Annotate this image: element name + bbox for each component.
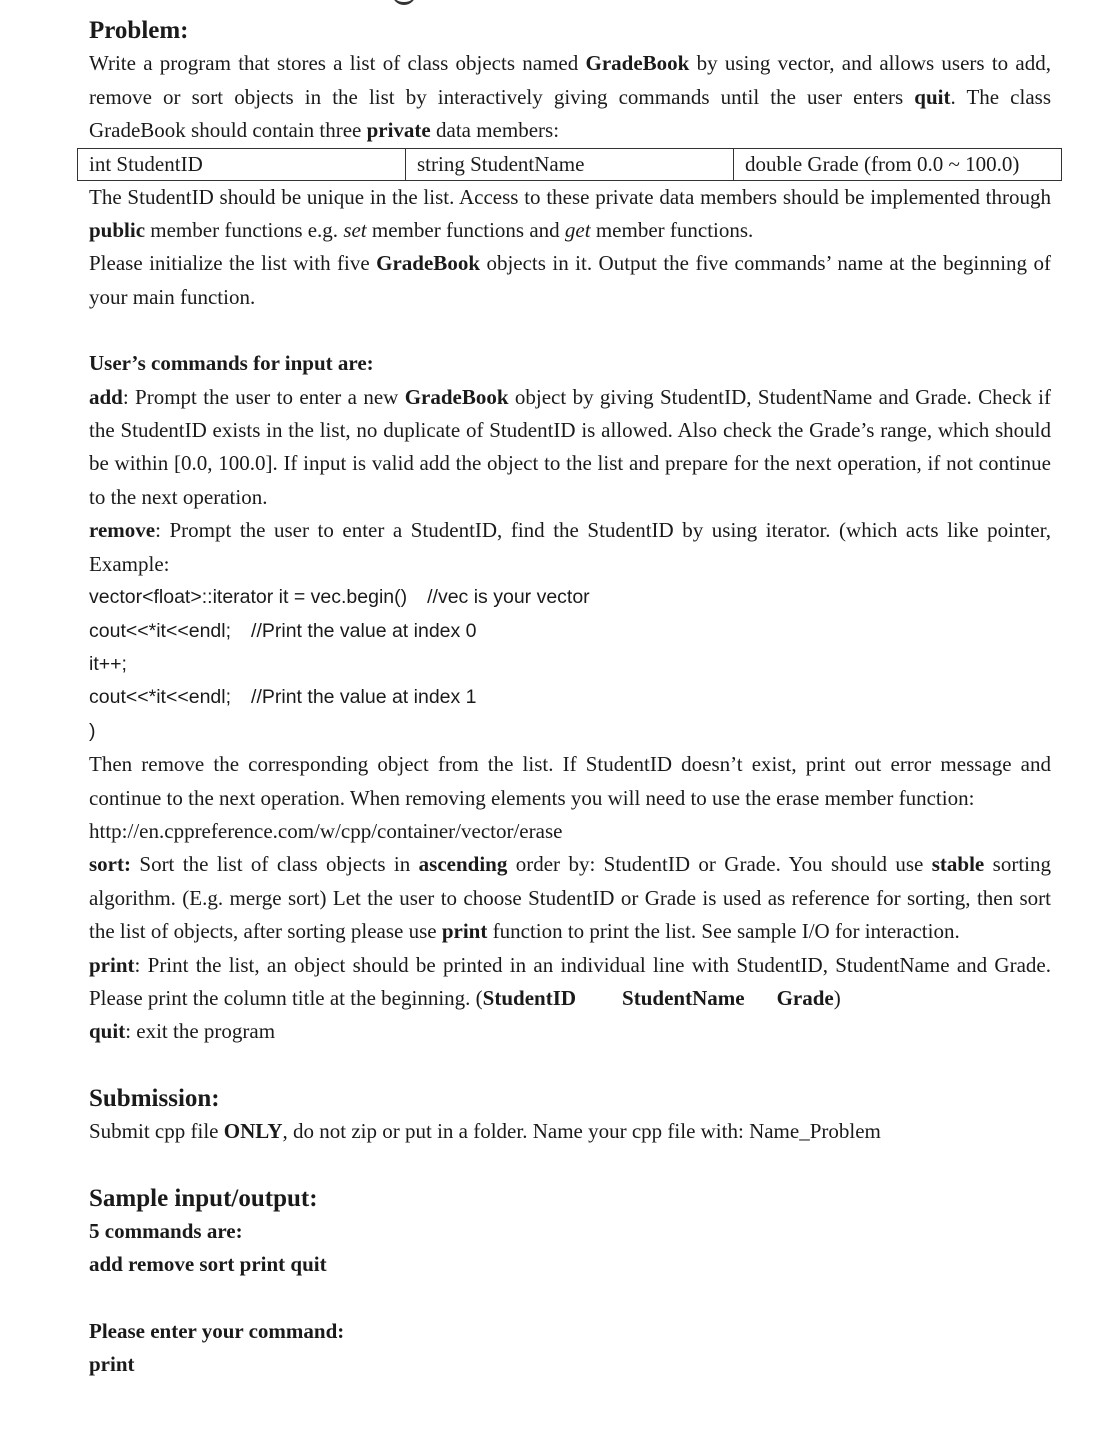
table-cell: string StudentName <box>406 148 734 180</box>
sample-line: Please enter your command: <box>89 1318 345 1343</box>
get-term: get <box>564 218 591 243</box>
sample-line: print <box>89 1352 135 1377</box>
code-text: vector<float>::iterator it = vec.begin() <box>89 586 408 609</box>
sample-heading: Sample input/output: <box>89 1184 318 1212</box>
problem-intro <box>89 47 1051 147</box>
text-run: . The class GradeBook should contain three <box>89 84 1051 143</box>
text-run: data members: <box>430 118 560 143</box>
sample-line: add remove sort print quit <box>89 1252 327 1277</box>
quit-command-name: quit <box>89 1019 126 1044</box>
text-run: The StudentID should be unique in the list. Access to these private data members should be implemented through <box>89 184 1051 209</box>
code-text: it++; <box>89 652 127 675</box>
print-command-paragraph <box>89 949 1051 1016</box>
text-run: : exit the program <box>125 1019 276 1044</box>
spacer <box>89 1149 1051 1182</box>
submission-paragraph <box>89 1115 1051 1148</box>
print-command-name: print <box>89 952 135 977</box>
text-run: ) <box>833 985 841 1010</box>
sort-command-paragraph <box>89 848 1051 948</box>
text-run: function to print the list. See sample I/O for interaction. <box>487 919 960 944</box>
code-line <box>89 681 1051 714</box>
text-run: : Prompt the user to enter a StudentID, find the StudentID by using iterator. (which acts like pointer, Example: <box>89 518 1051 576</box>
gradebook-term: GradeBook <box>585 51 690 76</box>
print-term: print <box>441 919 488 944</box>
gradebook-term: GradeBook <box>404 384 509 409</box>
text-run: : Prompt the user to enter a new <box>122 384 405 409</box>
column-title-studentname: StudentName <box>622 985 745 1010</box>
code-line <box>89 715 1051 748</box>
text-run: member functions. <box>590 218 754 243</box>
spacer <box>89 1282 1051 1315</box>
erase-reference-url <box>89 815 1051 848</box>
remove-command-paragraph <box>89 514 1051 581</box>
commands-heading: User’s commands for input are: <box>89 351 374 376</box>
text-run: objects in it. Output the five commands’ name at the beginning of your main function. <box>89 251 1051 309</box>
set-term: set <box>343 218 367 243</box>
column-title-grade: Grade <box>776 985 834 1010</box>
column-title-studentid: StudentID <box>482 985 577 1010</box>
text-run: object by giving StudentID, StudentName and Grade. Check if the StudentID exists in the list, no duplicate of StudentID is allowed. Also check the Grade’s range, which should be within [0.0, 100.0]. If input is valid add the object to the list and prepare for the next operation, if not continue to the next operation. <box>89 384 1051 509</box>
only-term: ONLY <box>223 1119 283 1144</box>
gradebook-term: GradeBook <box>376 251 480 276</box>
table-cell: int StudentID <box>78 148 406 180</box>
sample-line: 5 commands are: <box>89 1219 243 1243</box>
erase-reference-link[interactable]: http://en.cppreference.com/w/cpp/container/vector/erase <box>89 818 563 843</box>
add-command-paragraph <box>89 381 1051 515</box>
text-run: : Print the list, an object should be printed in an individual line with StudentID, StudentName and Grade. Please print the column title at the beginning. ( <box>89 952 1051 1010</box>
table-row <box>78 148 1062 180</box>
code-comment: //Print the value at index 1 <box>251 686 477 709</box>
private-term: private <box>366 118 431 143</box>
text-run: Sort the list of class objects in <box>130 852 419 877</box>
code-line <box>89 648 1051 681</box>
text-run: member functions e.g. <box>145 218 344 243</box>
text-run: Please initialize the list with five <box>89 251 377 276</box>
unique-paragraph <box>89 181 1051 248</box>
spacer <box>89 314 1051 347</box>
text-run: order by: StudentID or Grade. You should use <box>507 852 932 877</box>
code-line <box>89 615 1051 648</box>
init-paragraph <box>89 247 1051 314</box>
table-cell: double Grade (from 0.0 ~ 100.0) <box>734 148 1062 180</box>
add-command-name: add <box>89 384 123 409</box>
cropped-glyph <box>392 0 416 5</box>
stable-term: stable <box>931 852 985 877</box>
quit-term: quit <box>914 84 951 109</box>
code-text: ) <box>89 719 96 742</box>
sort-command-name: sort: <box>89 852 131 877</box>
code-line <box>89 581 1051 614</box>
text-run: member functions and <box>366 218 565 243</box>
ascending-term: ascending <box>418 852 508 877</box>
document-content <box>89 14 1051 1382</box>
code-text: cout<<*it<<endl; <box>89 619 232 642</box>
code-example <box>89 581 1051 748</box>
code-comment: //Print the value at index 0 <box>251 619 477 642</box>
text-run: sorting algorithm. (E.g. merge sort) Let the user to choose StudentID or Grade is used as reference for sorting, then sort the list of objects, after sorting please use <box>89 852 1051 944</box>
quit-command-paragraph <box>89 1015 1051 1048</box>
text-run: Submit cpp file <box>89 1119 224 1144</box>
public-term: public <box>89 218 146 243</box>
remove-command-name: remove <box>89 518 156 543</box>
text-run: by using vector, and allows users to add, remove or sort objects in the list by interactively giving commands until the user enters <box>89 51 1051 109</box>
remove-after-paragraph: Then remove the corresponding object from the list. If StudentID doesn’t exist, print out error message and continue to the next operation. When removing elements you will need to use the erase member function: <box>89 752 1051 810</box>
code-comment: //vec is your vector <box>427 586 590 609</box>
text-run: , do not zip or put in a folder. Name your cpp file with: Name_Problem <box>282 1119 881 1144</box>
code-text: cout<<*it<<endl; <box>89 686 232 709</box>
text-run: Write a program that stores a list of class objects named <box>89 51 586 76</box>
data-members-table <box>77 148 1062 181</box>
spacer <box>89 1049 1051 1082</box>
problem-heading: Problem: <box>89 17 189 44</box>
submission-heading: Submission: <box>89 1084 220 1112</box>
